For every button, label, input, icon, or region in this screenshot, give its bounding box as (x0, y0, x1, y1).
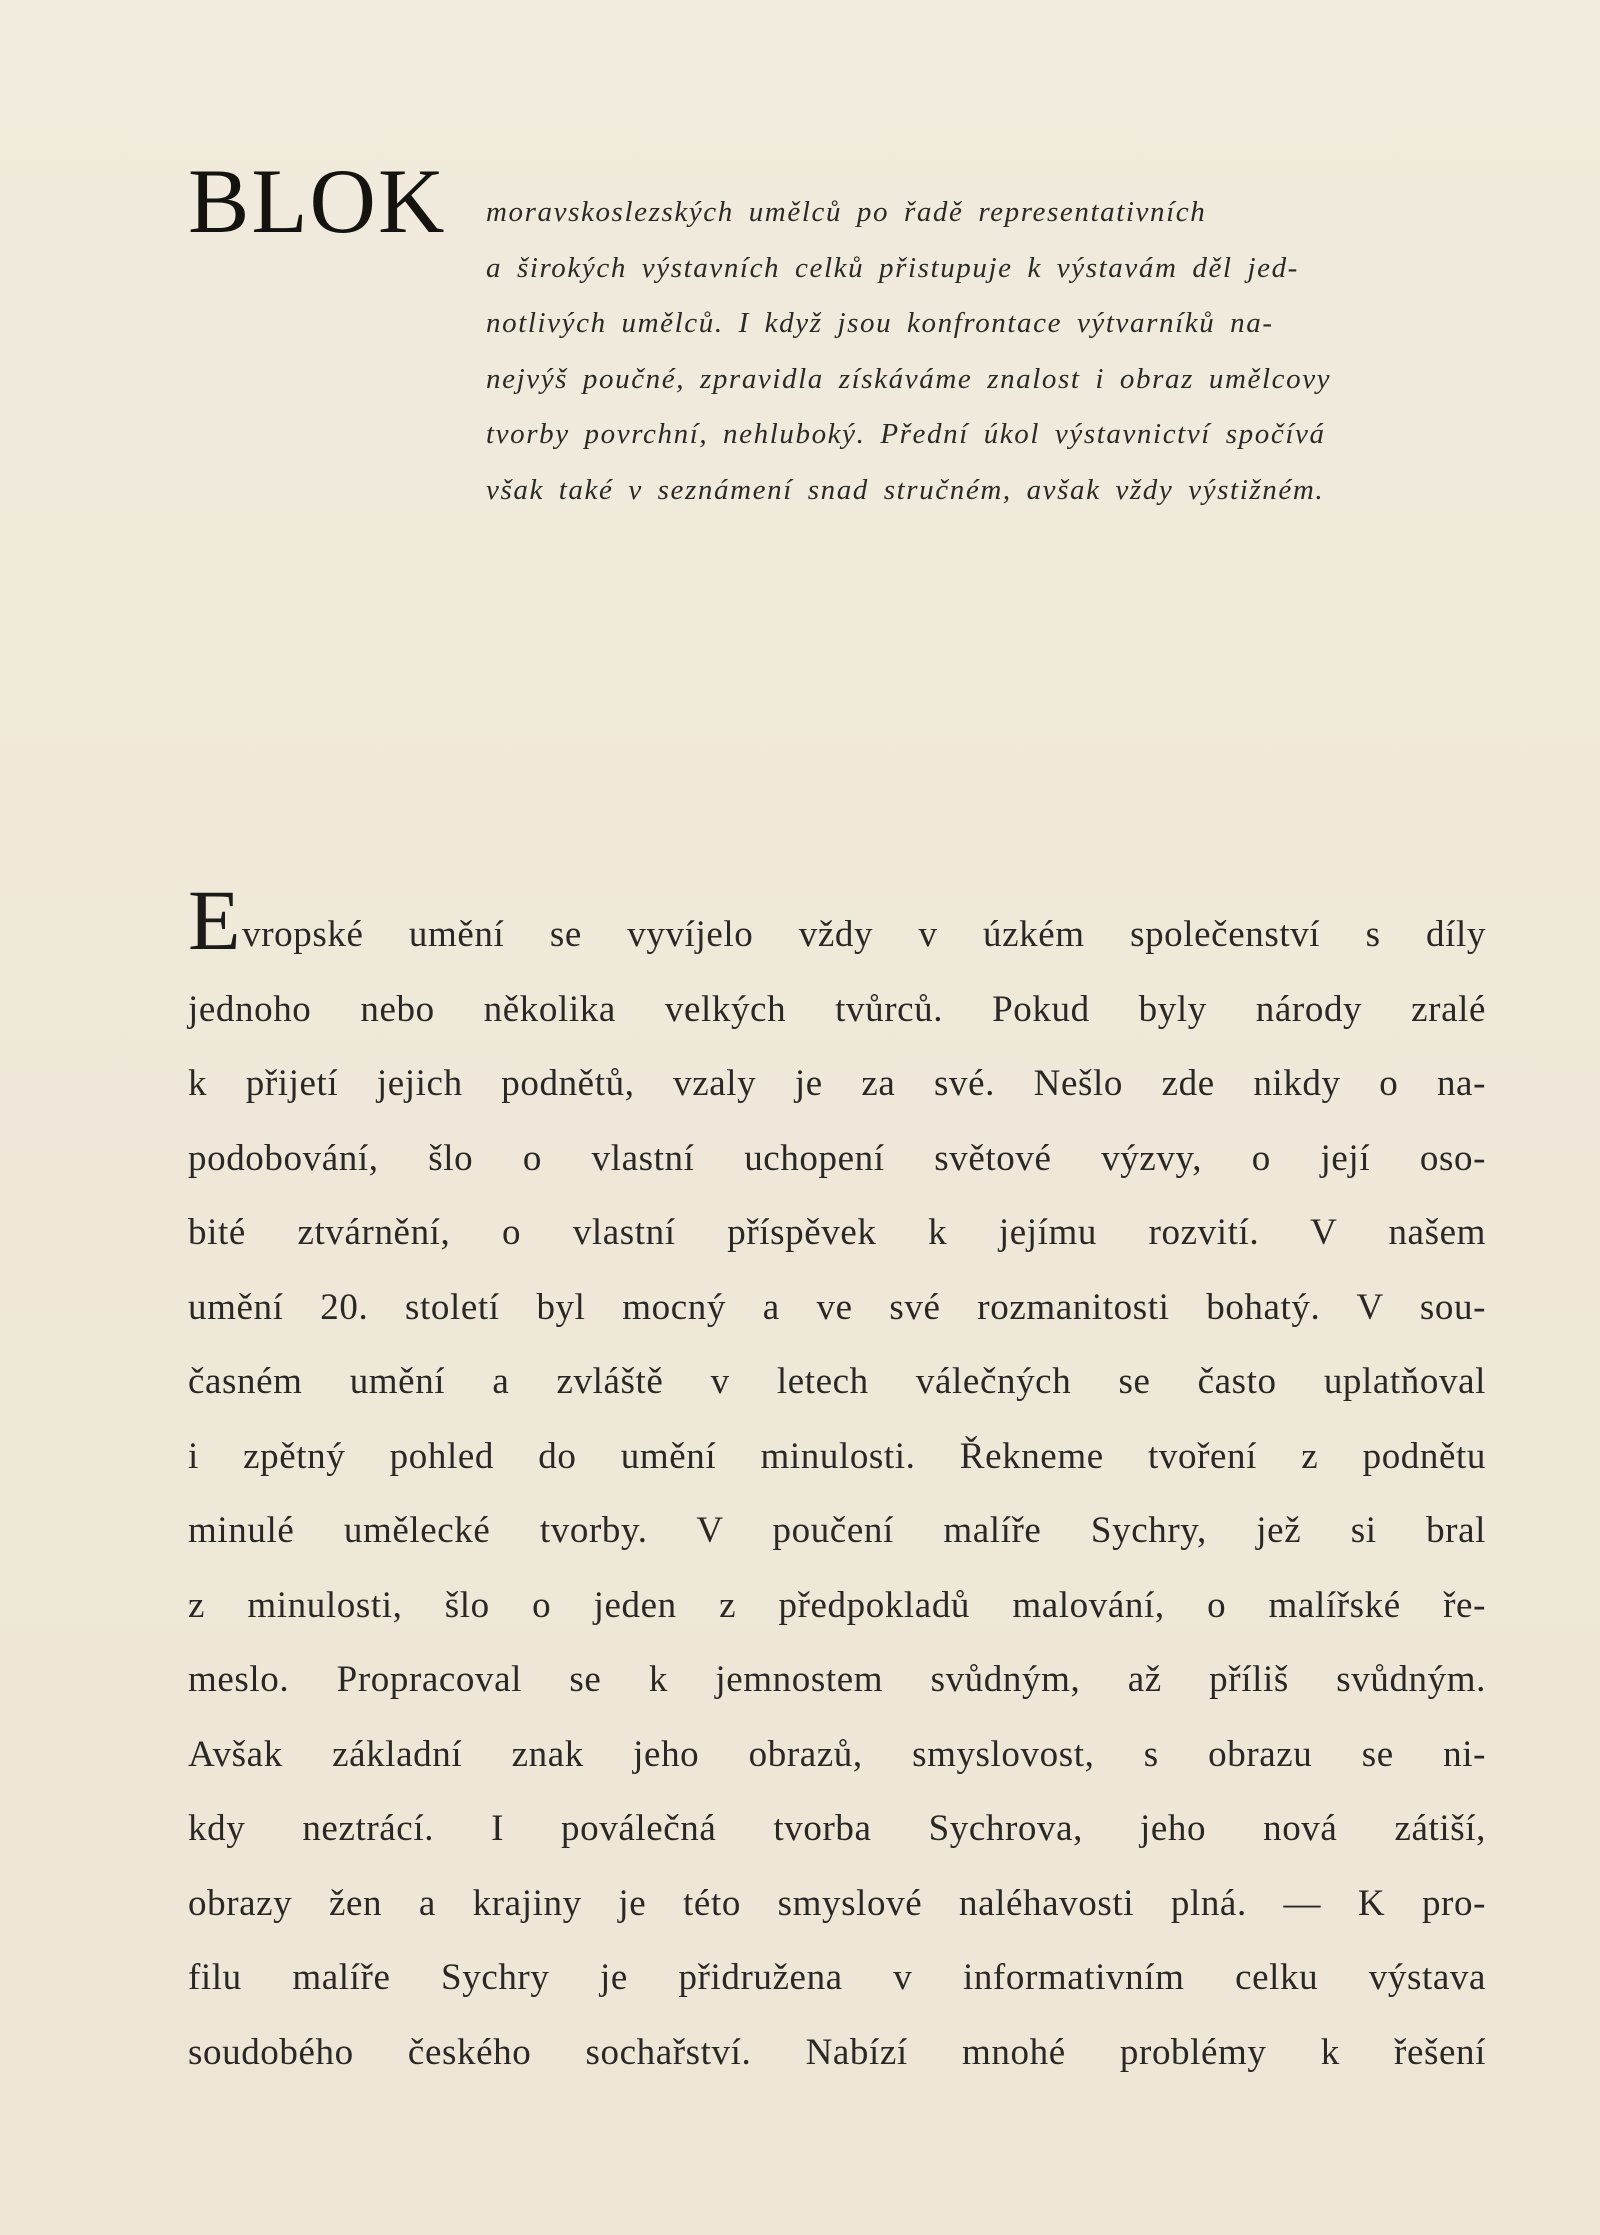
body-first-line-text: vropské umění se vyvíjelo vždy v úzkém společenství s díly (242, 914, 1486, 955)
body-line: časném umění a zvláště v letech válečných se často uplatňoval (188, 1361, 1486, 1402)
body-line: soudobého českého sochařství. Nabízí mnohé problémy k řešení (188, 2031, 1486, 2073)
body-line: umění 20. století byl mocný a ve své rozmanitosti bohatý. V sou- (188, 1286, 1486, 1328)
body-line: bité ztvárnění, o vlastní příspěvek k jejímu rozvití. V našem (188, 1212, 1486, 1253)
intro-paragraph (486, 185, 1481, 518)
body-line: minulé umělecké tvorby. V poučení malíře Sychry, jež si bral (188, 1510, 1486, 1551)
body-line: z minulosti, šlo o jeden z předpokladů malování, o malířské ře- (188, 1584, 1486, 1626)
intro-line: však také v seznámení snad stručném, avšak vždy výstižném. (486, 473, 1325, 506)
body-line: k přijetí jejich podnětů, vzaly je za své. Nešlo zde nikdy o na- (188, 1063, 1486, 1104)
body-paragraph (188, 872, 1488, 2090)
body-first-line (188, 872, 1486, 973)
body-line: Avšak základní znak jeho obrazů, smyslovost, s obrazu se ni- (188, 1733, 1486, 1775)
page-title: BLOK (188, 150, 447, 252)
body-line: obrazy žen a krajiny je této smyslové naléhavosti plná. — K pro- (188, 1882, 1486, 1924)
intro-line: notlivých umělců. I když jsou konfrontace výtvarníků na- (486, 307, 1274, 339)
intro-line: a širokých výstavních celků přistupuje k výstavám děl jed- (486, 251, 1299, 284)
body-line: jednoho nebo několika velkých tvůrců. Pokud byly národy zralé (188, 988, 1486, 1030)
body-line: i zpětný pohled do umění minulosti. Řekneme tvoření z podnětu (188, 1435, 1486, 1477)
body-line: meslo. Propracoval se k jemnostem svůdným, až příliš svůdným. (188, 1659, 1486, 1700)
body-line: filu malíře Sychry je přidružena v informativním celku výstava (188, 1957, 1486, 1998)
intro-line: moravskoslezských umělců po řadě representativních (486, 196, 1207, 228)
body-line: podobování, šlo o vlastní uchopení světové výzvy, o její oso- (188, 1137, 1486, 1179)
body-line: kdy neztrácí. I poválečná tvorba Sychrova, jeho nová zátiší, (188, 1808, 1486, 1849)
intro-line: tvorby povrchní, nehluboký. Přední úkol výstavnictví spočívá (486, 418, 1326, 450)
intro-line: nejvýš poučné, zpravidla získáváme znalost i obraz umělcovy (486, 362, 1332, 395)
drop-cap: E (188, 872, 242, 968)
